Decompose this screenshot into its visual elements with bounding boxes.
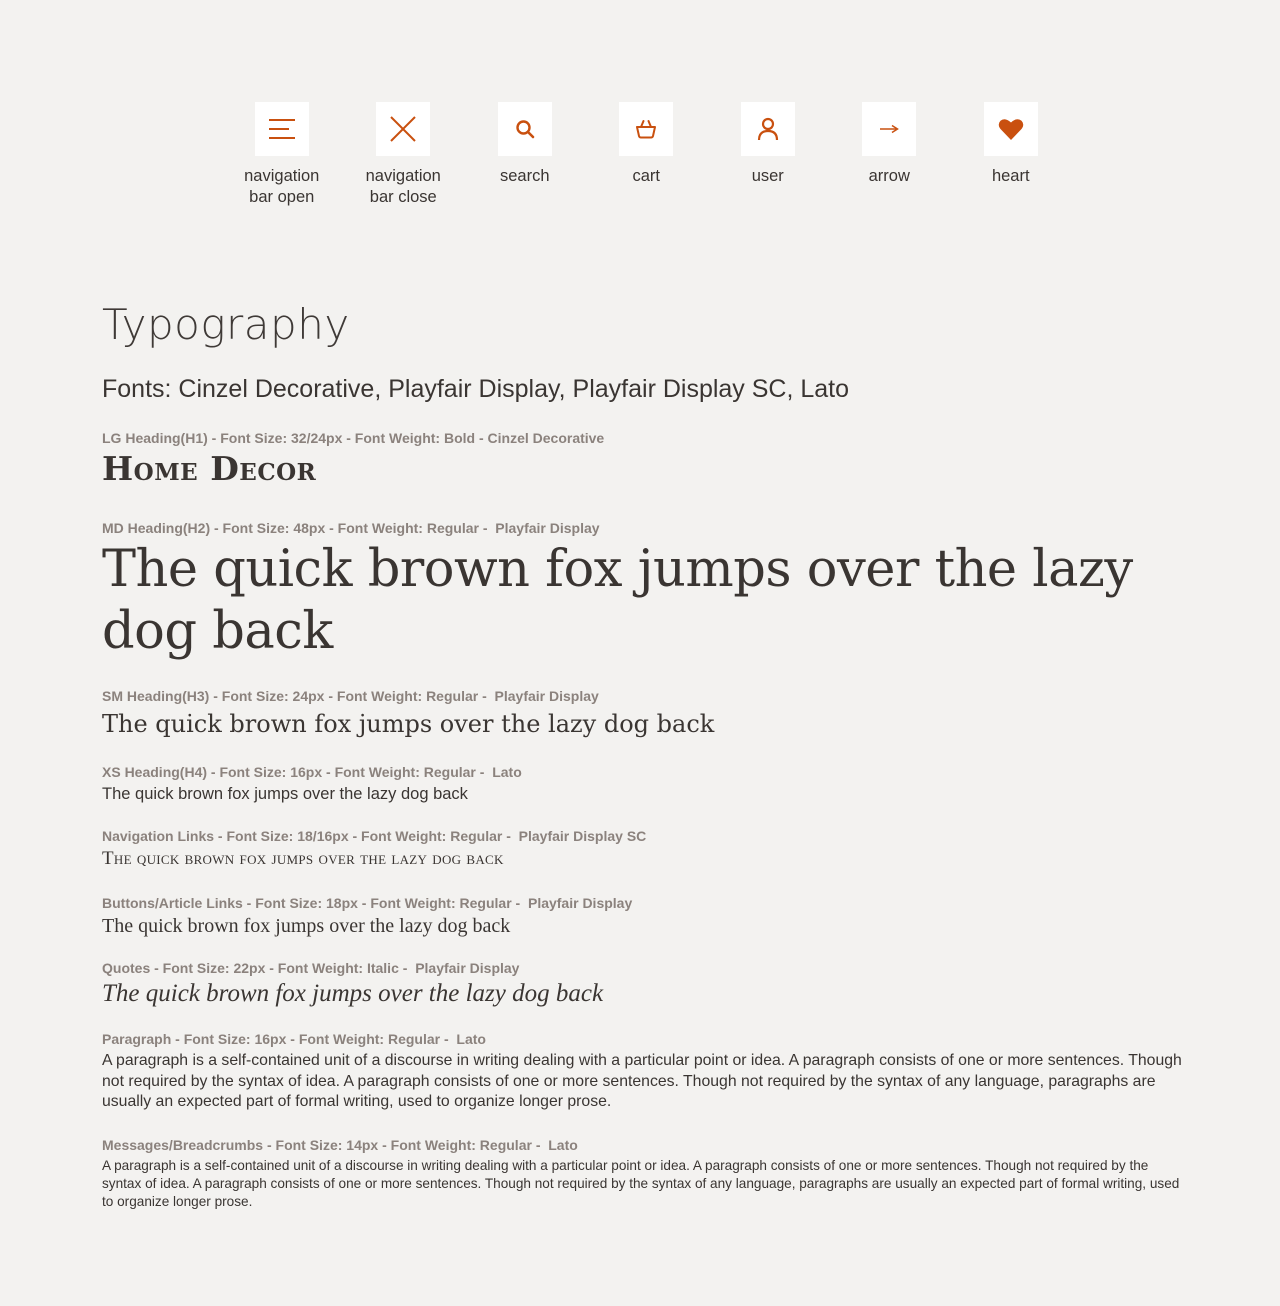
icon-item-navigation-bar-close	[343, 102, 465, 208]
buttons-sample: The quick brown fox jumps over the lazy dog back	[102, 915, 511, 937]
icon-item-user	[707, 102, 829, 208]
icon-item-heart	[950, 102, 1072, 208]
icon-label: arrow	[868, 167, 910, 185]
h4-spec: XS Heading(H4) - Font Size: 16px - Font Weight: Regular - Lato	[102, 764, 522, 780]
navigation-bar-open-icon[interactable]	[255, 102, 309, 156]
icon-label: user	[751, 167, 784, 185]
icon-item-arrow	[829, 102, 951, 208]
icon-label: cart	[632, 167, 660, 185]
quotes-sample: The quick brown fox jumps over the lazy dog back	[102, 980, 604, 1007]
h4-sample: The quick brown fox jumps over the lazy dog back	[102, 785, 468, 803]
messages-spec: Messages/Breadcrumbs - Font Size: 14px - Font Weight: Regular - Lato	[102, 1136, 578, 1153]
nav-links-sample: The quick brown fox jumps over the lazy dog back	[102, 848, 504, 869]
h3-sample: The quick brown fox jumps over the lazy dog back	[102, 710, 715, 738]
cart-icon[interactable]	[619, 102, 673, 156]
icon-set	[221, 102, 1072, 208]
navigation-bar-close-icon[interactable]	[376, 102, 430, 156]
icon-item-cart	[586, 102, 708, 208]
h2-sample: The quick brown fox jumps over the lazy dog back	[102, 540, 1133, 661]
messages-sample: A paragraph is a self-contained unit of a discourse in writing dealing with a particular point or idea. A paragraph consists of one or more sentences. Though not required by the syntax of idea. A paragraph consists of one or more sentences. Though not required by the syntax of any language, paragraphs are usually an expected part of formal writing, used to organize longer prose.	[102, 1157, 1180, 1209]
h2-spec: MD Heading(H2) - Font Size: 48px - Font Weight: Regular - Playfair Display	[102, 520, 600, 536]
arrow-icon[interactable]	[862, 102, 916, 156]
section-title: Typography	[102, 300, 350, 349]
paragraph-spec: Paragraph - Font Size: 16px - Font Weight: Regular - Lato	[102, 1031, 486, 1047]
icon-label: heart	[991, 167, 1030, 185]
h1-spec: LG Heading(H1) - Font Size: 32/24px - Font Weight: Bold - Cinzel Decorative	[102, 430, 605, 446]
quotes-spec: Quotes - Font Size: 22px - Font Weight: Italic - Playfair Display	[102, 960, 520, 976]
paragraph-sample: A paragraph is a self-contained unit of a discourse in writing dealing with a particular point or idea. A paragraph consists of one or more sentences. Though not required by the syntax of idea. A paragraph consists of one or more sentences. Though not required by the syntax of any language, paragraphs are usually an expected part of formal writing, used to organize longer prose.	[102, 1052, 1182, 1110]
icon-label: navigation bar close	[365, 167, 441, 206]
search-icon[interactable]	[498, 102, 552, 156]
user-icon[interactable]	[741, 102, 795, 156]
buttons-spec: Buttons/Article Links - Font Size: 18px - Font Weight: Regular - Playfair Display	[102, 895, 633, 911]
icon-item-navigation-bar-open	[221, 102, 343, 208]
h1-sample: Home Decor	[102, 449, 317, 488]
icon-label: search	[499, 167, 550, 185]
icon-item-search	[464, 102, 586, 208]
typography-section	[102, 296, 1182, 1211]
fonts-list: Fonts: Cinzel Decorative, Playfair Display, Playfair Display SC, Lato	[102, 375, 850, 403]
heart-icon[interactable]	[984, 102, 1038, 156]
h3-spec: SM Heading(H3) - Font Size: 24px - Font Weight: Regular - Playfair Display	[102, 688, 599, 704]
nav-links-spec: Navigation Links - Font Size: 18/16px - Font Weight: Regular - Playfair Display SC	[102, 828, 647, 844]
icon-label: navigation bar open	[244, 167, 320, 206]
